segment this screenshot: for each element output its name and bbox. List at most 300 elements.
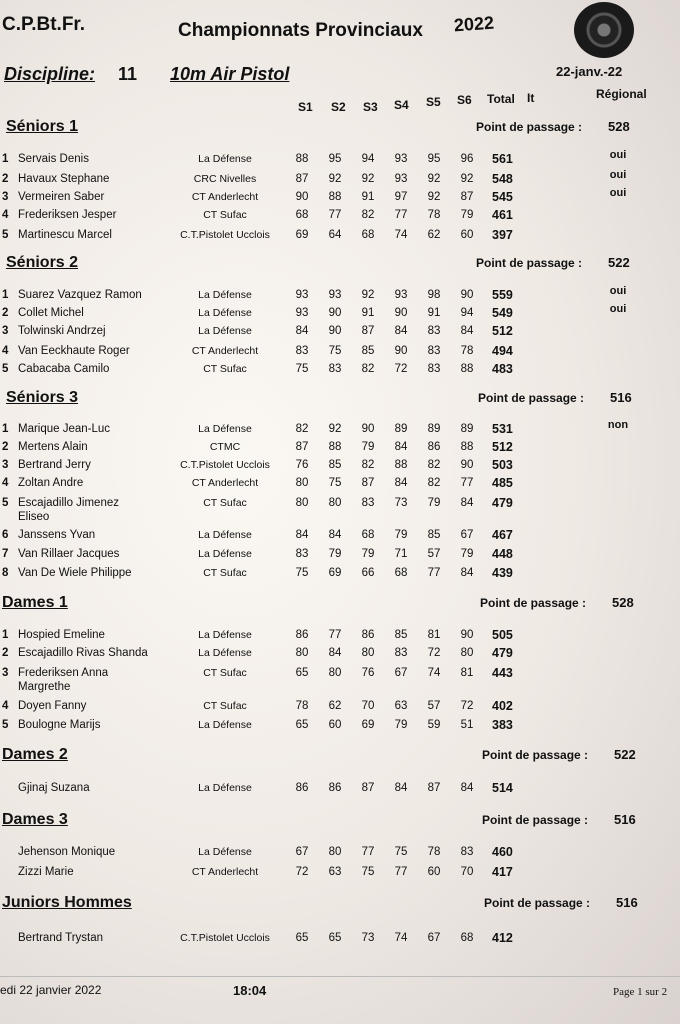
series-score-s6: 88: [460, 441, 474, 453]
competition-date: 22-janv.-22: [556, 64, 623, 79]
total-score: 402: [492, 699, 513, 713]
table-row: [0, 187, 680, 209]
series-score-s1: 72: [295, 866, 309, 878]
series-score-s4: 93: [394, 153, 408, 165]
col-s6: S6: [457, 93, 472, 107]
series-score-s5: 59: [427, 719, 441, 731]
series-score-s2: 65: [328, 932, 342, 944]
total-score: 485: [492, 476, 513, 490]
shooter-name: Escajadillo Jimenez: [18, 497, 119, 509]
series-score-s3: 66: [361, 567, 375, 579]
series-score-s1: 69: [295, 229, 309, 241]
table-row: [0, 866, 680, 884]
club-name: C.T.Pistolet Ucclois: [180, 229, 270, 241]
series-score-s3: 87: [361, 782, 375, 794]
passing-point-label: Point de passage :: [484, 896, 591, 910]
rank: 5: [2, 497, 9, 509]
series-score-s2: 93: [328, 289, 342, 301]
series-score-s4: 93: [394, 289, 408, 301]
series-score-s5: 62: [427, 229, 441, 241]
series-score-s4: 83: [394, 647, 408, 659]
series-score-s6: 80: [460, 647, 474, 659]
series-score-s1: 83: [295, 548, 309, 560]
series-score-s4: 74: [394, 229, 408, 241]
series-score-s1: 86: [295, 629, 309, 641]
series-score-s2: 79: [328, 548, 342, 560]
total-score: 503: [492, 458, 513, 472]
series-score-s6: 90: [460, 289, 474, 301]
series-score-s2: 69: [328, 567, 342, 579]
series-score-s6: 79: [460, 548, 474, 560]
series-score-s4: 73: [394, 497, 408, 509]
rank: 3: [2, 459, 9, 471]
rank: 1: [2, 153, 9, 165]
shooter-name: Marique Jean-Luc: [18, 423, 111, 435]
footer-page-number: Page 1 sur 2: [613, 986, 668, 998]
series-score-s3: 85: [361, 345, 375, 357]
series-score-s4: 79: [394, 529, 408, 541]
series-score-s4: 97: [394, 191, 408, 203]
table-row: [0, 229, 680, 247]
series-score-s1: 82: [295, 423, 309, 435]
series-score-s5: 85: [427, 529, 441, 541]
table-row: [0, 719, 680, 737]
regional-qualified: oui: [609, 303, 627, 315]
regional-qualified: oui: [609, 187, 627, 199]
series-score-s4: 68: [394, 567, 408, 579]
series-score-s4: 84: [394, 325, 408, 337]
category-heading: Dames 1: [2, 594, 68, 611]
table-row: [0, 441, 680, 459]
series-score-s5: 95: [427, 153, 441, 165]
series-score-s3: 73: [361, 932, 375, 944]
total-score: 545: [492, 190, 513, 204]
series-score-s3: 82: [361, 363, 375, 375]
series-score-s1: 84: [295, 325, 309, 337]
table-row: [0, 700, 680, 718]
rank: 1: [2, 289, 9, 301]
table-row: [0, 529, 680, 547]
series-score-s2: 80: [328, 497, 342, 509]
total-score: 397: [492, 228, 513, 242]
shooter-name: Escajadillo Rivas Shanda: [18, 647, 148, 659]
shooter-name-line2: Margrethe: [18, 681, 71, 693]
series-score-s4: 74: [394, 932, 408, 944]
series-score-s5: 60: [427, 866, 441, 878]
series-score-s2: 64: [328, 229, 342, 241]
club-name: CT Sufac: [203, 363, 247, 375]
series-score-s4: 75: [394, 846, 408, 858]
series-score-s2: 92: [328, 423, 342, 435]
total-score: 383: [492, 718, 513, 732]
shooter-name: Frederiksen Jesper: [18, 209, 117, 221]
series-score-s4: 77: [394, 866, 408, 878]
club-name: La Défense: [198, 529, 252, 541]
rank: 2: [2, 307, 9, 319]
passing-point-value: 522: [614, 747, 636, 762]
series-score-s5: 78: [427, 846, 441, 858]
rank: 4: [2, 209, 9, 221]
total-score: 549: [492, 306, 513, 320]
series-score-s1: 88: [295, 153, 309, 165]
passing-point-label: Point de passage :: [476, 120, 583, 134]
series-score-s3: 77: [361, 846, 375, 858]
regional-qualified: oui: [609, 285, 627, 297]
table-row: [0, 285, 680, 307]
series-score-s1: 65: [295, 719, 309, 731]
rank: 2: [2, 647, 9, 659]
table-row: [0, 169, 680, 191]
series-score-s5: 98: [427, 289, 441, 301]
series-score-s3: 82: [361, 209, 375, 221]
series-score-s5: 83: [427, 345, 441, 357]
discipline-number: 11: [118, 64, 138, 84]
series-score-s4: 72: [394, 363, 408, 375]
club-name: CT Sufac: [203, 209, 247, 221]
total-score: 514: [492, 781, 513, 795]
series-score-s2: 84: [328, 529, 342, 541]
club-name: La Défense: [198, 548, 252, 560]
shooter-name: Zoltan Andre: [18, 477, 84, 489]
series-score-s4: 63: [394, 700, 408, 712]
series-score-s6: 90: [460, 459, 474, 471]
series-score-s5: 57: [427, 548, 441, 560]
series-score-s1: 87: [295, 173, 309, 185]
table-row: [0, 363, 680, 381]
series-score-s3: 91: [361, 191, 375, 203]
document-year: 2022: [453, 12, 495, 36]
category-heading: Séniors 1: [6, 118, 79, 135]
series-score-s5: 86: [427, 441, 441, 453]
series-score-s2: 83: [328, 363, 342, 375]
shooter-name: Gjinaj Suzana: [18, 782, 90, 794]
total-score: 461: [492, 208, 513, 222]
total-score: 561: [492, 152, 513, 166]
series-score-s2: 77: [328, 629, 342, 641]
shooter-name: Van Eeckhaute Roger: [18, 345, 130, 357]
shooter-name: Servais Denis: [18, 153, 89, 165]
series-score-s4: 88: [394, 459, 408, 471]
shooter-name: Bertrand Trystan: [18, 932, 104, 944]
rank: 1: [2, 629, 9, 641]
col-s4: S4: [394, 98, 409, 112]
series-score-s6: 84: [460, 567, 474, 579]
discipline-name: 10m Air Pistol: [170, 64, 290, 84]
series-score-s2: 88: [328, 441, 342, 453]
club-name: CRC Nivelles: [193, 173, 257, 185]
rank: 2: [2, 441, 9, 453]
series-score-s5: 82: [427, 477, 441, 489]
shooter-name-line2: Eliseo: [18, 511, 50, 523]
series-score-s5: 83: [427, 363, 441, 375]
series-score-s3: 68: [361, 529, 375, 541]
col-s3: S3: [363, 100, 378, 114]
table-row: [0, 325, 680, 343]
series-score-s3: 82: [361, 459, 375, 471]
series-score-s2: 86: [328, 782, 342, 794]
series-score-s4: 89: [394, 423, 408, 435]
table-row: [0, 782, 680, 800]
total-score: 548: [492, 172, 513, 186]
series-score-s4: 84: [394, 477, 408, 489]
series-score-s5: 83: [427, 325, 441, 337]
club-abbreviation: C.P.Bt.Fr.: [2, 14, 86, 35]
series-score-s3: 68: [361, 229, 375, 241]
shooter-name: Van Rillaer Jacques: [18, 548, 120, 560]
total-score: 483: [492, 362, 513, 376]
rank: 3: [2, 667, 9, 679]
shooter-name: Tolwinski Andrzej: [18, 325, 106, 337]
club-name: La Défense: [198, 647, 252, 659]
series-score-s5: 79: [427, 497, 441, 509]
rank: 5: [2, 719, 9, 731]
series-score-s6: 89: [460, 423, 474, 435]
footer-divider: [0, 976, 680, 977]
series-score-s6: 67: [460, 529, 474, 541]
passing-point-value: 528: [612, 595, 634, 610]
series-score-s3: 79: [361, 548, 375, 560]
table-row: [0, 666, 680, 693]
series-score-s2: 90: [328, 325, 342, 337]
table-row: [0, 846, 680, 864]
series-score-s5: 92: [427, 191, 441, 203]
total-score: 512: [492, 324, 513, 338]
club-name: C.T.Pistolet Ucclois: [180, 932, 270, 944]
regional-qualified: oui: [609, 169, 627, 181]
passing-point-label: Point de passage :: [478, 391, 585, 405]
table-row: [0, 647, 680, 665]
series-score-s5: 81: [427, 629, 441, 641]
series-score-s6: 87: [460, 191, 474, 203]
series-score-s3: 69: [361, 719, 375, 731]
series-score-s1: 93: [295, 307, 309, 319]
series-score-s1: 80: [295, 477, 309, 489]
series-score-s6: 84: [460, 497, 474, 509]
passing-point-value: 516: [614, 812, 636, 827]
series-score-s6: 90: [460, 629, 474, 641]
category-heading: Juniors Hommes: [2, 894, 132, 911]
rank: 6: [2, 529, 9, 541]
series-score-s6: 88: [460, 363, 474, 375]
table-row: [0, 345, 680, 363]
passing-point-label: Point de passage :: [480, 596, 587, 610]
passing-point-label: Point de passage :: [482, 748, 589, 762]
col-s1: S1: [298, 100, 313, 114]
club-name: C.T.Pistolet Ucclois: [180, 459, 270, 471]
series-score-s3: 86: [361, 629, 375, 641]
series-score-s6: 68: [460, 932, 474, 944]
series-score-s2: 75: [328, 477, 342, 489]
series-score-s5: 92: [427, 173, 441, 185]
series-score-s2: 77: [328, 209, 342, 221]
passing-point-value: 528: [608, 119, 630, 134]
series-score-s6: 83: [460, 846, 474, 858]
club-name: La Défense: [198, 719, 252, 731]
shooter-name: Vermeiren Saber: [18, 191, 105, 203]
rank: 5: [2, 363, 9, 375]
series-score-s1: 90: [295, 191, 309, 203]
table-row: [0, 209, 680, 227]
total-score: 505: [492, 628, 513, 642]
total-score: 559: [492, 288, 513, 302]
shooter-name: Doyen Fanny: [18, 700, 87, 712]
club-name: CT Sufac: [203, 700, 247, 712]
total-score: 412: [492, 931, 513, 945]
table-row: [0, 419, 680, 441]
series-score-s4: 93: [394, 173, 408, 185]
passing-point-value: 516: [616, 895, 638, 910]
col-s5: S5: [426, 95, 441, 109]
series-score-s3: 87: [361, 325, 375, 337]
club-name: CT Anderlecht: [191, 866, 259, 878]
shooter-name: Martinescu Marcel: [18, 229, 112, 241]
total-score: 479: [492, 496, 513, 510]
rank: 8: [2, 567, 9, 579]
series-score-s5: 72: [427, 647, 441, 659]
series-score-s2: 95: [328, 153, 342, 165]
total-score: 443: [492, 666, 513, 680]
series-score-s2: 80: [328, 667, 342, 679]
series-score-s3: 87: [361, 477, 375, 489]
table-row: [0, 459, 680, 477]
table-row: [0, 932, 680, 950]
series-score-s5: 57: [427, 700, 441, 712]
rank: 2: [2, 173, 9, 185]
series-score-s3: 75: [361, 866, 375, 878]
category-heading: Séniors 3: [6, 389, 79, 406]
series-score-s6: 60: [460, 229, 474, 241]
col-s2: S2: [331, 100, 346, 114]
rank: 3: [2, 325, 9, 337]
series-score-s1: 86: [295, 782, 309, 794]
series-score-s3: 83: [361, 497, 375, 509]
category-heading: Dames 3: [2, 811, 68, 828]
rank: 4: [2, 700, 9, 712]
series-score-s6: 84: [460, 782, 474, 794]
series-score-s5: 82: [427, 459, 441, 471]
series-score-s2: 75: [328, 345, 342, 357]
series-score-s5: 91: [427, 307, 441, 319]
club-name: La Défense: [198, 423, 252, 435]
passing-point-value: 522: [608, 255, 630, 270]
total-score: 467: [492, 528, 513, 542]
total-score: 448: [492, 547, 513, 561]
series-score-s2: 63: [328, 866, 342, 878]
regional-qualified: non: [607, 419, 629, 431]
club-name: CTMC: [209, 441, 241, 453]
series-score-s1: 87: [295, 441, 309, 453]
club-name: CT Anderlecht: [191, 477, 259, 489]
shooter-name: Suarez Vazquez Ramon: [18, 289, 142, 301]
series-score-s3: 92: [361, 289, 375, 301]
series-score-s4: 71: [394, 548, 408, 560]
series-score-s2: 90: [328, 307, 342, 319]
discipline-label: Discipline:: [4, 64, 96, 84]
series-score-s2: 80: [328, 846, 342, 858]
series-score-s1: 93: [295, 289, 309, 301]
series-score-s4: 84: [394, 441, 408, 453]
passing-point-value: 516: [610, 390, 632, 405]
series-score-s3: 94: [361, 153, 375, 165]
series-score-s5: 89: [427, 423, 441, 435]
club-name: La Défense: [198, 782, 252, 794]
series-score-s1: 67: [295, 846, 309, 858]
series-score-s6: 92: [460, 173, 474, 185]
series-score-s6: 79: [460, 209, 474, 221]
shooter-name: Hospied Emeline: [18, 629, 105, 641]
total-score: 512: [492, 440, 513, 454]
club-name: CT Anderlecht: [191, 345, 259, 357]
category-heading: Dames 2: [2, 746, 68, 763]
series-score-s1: 76: [295, 459, 309, 471]
rank: 3: [2, 191, 9, 203]
regional-qualified: oui: [609, 149, 627, 161]
series-score-s6: 81: [460, 667, 474, 679]
total-score: 417: [492, 865, 513, 879]
series-score-s1: 80: [295, 497, 309, 509]
series-score-s3: 91: [361, 307, 375, 319]
document-title: Championnats Provinciaux: [178, 20, 423, 41]
club-name: CT Sufac: [203, 567, 247, 579]
series-score-s5: 78: [427, 209, 441, 221]
table-row: [0, 477, 680, 495]
shooter-name: Mertens Alain: [18, 441, 88, 453]
col-it: It: [527, 91, 535, 105]
series-score-s4: 77: [394, 209, 408, 221]
club-name: La Défense: [198, 325, 252, 337]
series-score-s5: 74: [427, 667, 441, 679]
series-score-s6: 94: [460, 307, 474, 319]
footer-time: 18:04: [233, 983, 267, 998]
series-score-s4: 90: [394, 307, 408, 319]
passing-point-label: Point de passage :: [476, 256, 583, 270]
club-name: La Défense: [198, 307, 252, 319]
shooter-name: Zizzi Marie: [18, 866, 74, 878]
shooter-name: Collet Michel: [18, 307, 84, 319]
series-score-s3: 90: [361, 423, 375, 435]
series-score-s1: 78: [295, 700, 309, 712]
shooter-name: Boulogne Marijs: [18, 719, 101, 731]
series-score-s2: 88: [328, 191, 342, 203]
series-score-s2: 84: [328, 647, 342, 659]
rank: 4: [2, 345, 9, 357]
total-score: 531: [492, 422, 513, 436]
total-score: 460: [492, 845, 513, 859]
series-score-s5: 67: [427, 932, 441, 944]
series-score-s4: 67: [394, 667, 408, 679]
series-score-s3: 70: [361, 700, 375, 712]
series-score-s4: 85: [394, 629, 408, 641]
passing-point-label: Point de passage :: [482, 813, 589, 827]
series-score-s1: 75: [295, 363, 309, 375]
series-score-s3: 79: [361, 441, 375, 453]
shooter-name: Havaux Stephane: [18, 173, 110, 185]
series-score-s1: 65: [295, 667, 309, 679]
rank: 1: [2, 423, 9, 435]
series-score-s1: 75: [295, 567, 309, 579]
table-row: [0, 629, 680, 647]
series-score-s5: 87: [427, 782, 441, 794]
series-score-s3: 80: [361, 647, 375, 659]
series-score-s4: 84: [394, 782, 408, 794]
series-score-s4: 90: [394, 345, 408, 357]
series-score-s6: 77: [460, 477, 474, 489]
series-score-s1: 68: [295, 209, 309, 221]
shooter-name: Janssens Yvan: [18, 529, 96, 541]
series-score-s6: 72: [460, 700, 474, 712]
table-row: [0, 567, 680, 585]
table-row: [0, 496, 680, 523]
